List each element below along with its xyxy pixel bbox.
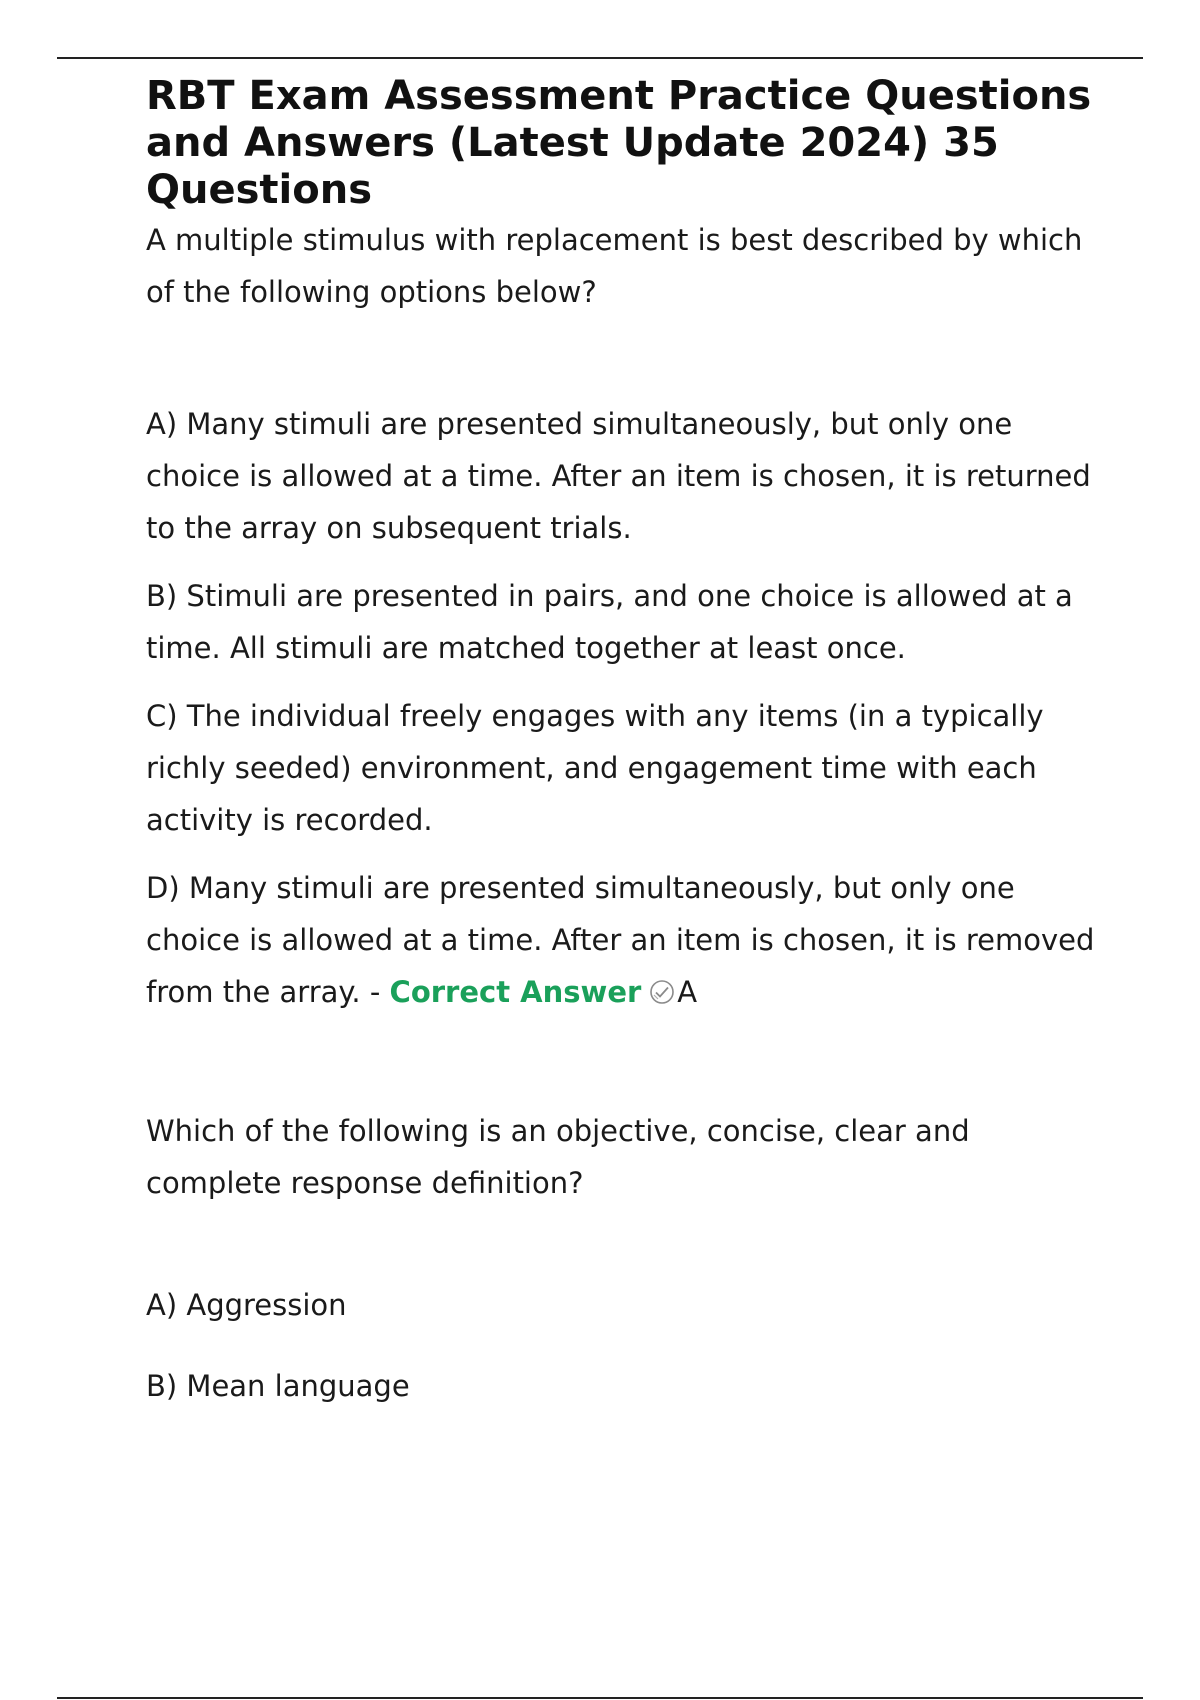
question-1-option-a: A) Many stimuli are presented simultaneously, but only one choice is allowed at a time. After an item is chosen, it is returned to the array on subsequent trials. xyxy=(146,407,1091,545)
document-body xyxy=(146,73,1106,1441)
question-1-prompt: A multiple stimulus with replacement is best described by which of the following options below? xyxy=(146,223,1083,309)
question-1-option-d xyxy=(146,862,1106,1021)
top-rule xyxy=(57,57,1143,59)
bottom-rule xyxy=(57,1697,1143,1699)
question-1-option-d-text: D) Many stimuli are presented simultaneously, but only one choice is allowed at a time. After an item is chosen, it is removed from the array. - xyxy=(146,871,1095,1009)
correct-answer-label: Correct Answer xyxy=(389,975,642,1009)
question-2-option-a: A) Aggression xyxy=(146,1288,347,1322)
correct-answer-value: A xyxy=(677,975,698,1009)
check-circle-icon xyxy=(649,969,675,1021)
question-1-option-b: B) Stimuli are presented in pairs, and one choice is allowed at a time. All stimuli are matched together at least once. xyxy=(146,579,1073,665)
question-2-option-b: B) Mean language xyxy=(146,1369,410,1403)
document-title: RBT Exam Assessment Practice Questions and Answers (Latest Update 2024) 35 Questions xyxy=(146,73,1092,213)
question-2-prompt: Which of the following is an objective, concise, clear and complete response definition? xyxy=(146,1114,970,1200)
question-1-option-c: C) The individual freely engages with any items (in a typically richly seeded) environment, and engagement time with each activity is recorded. xyxy=(146,699,1044,837)
